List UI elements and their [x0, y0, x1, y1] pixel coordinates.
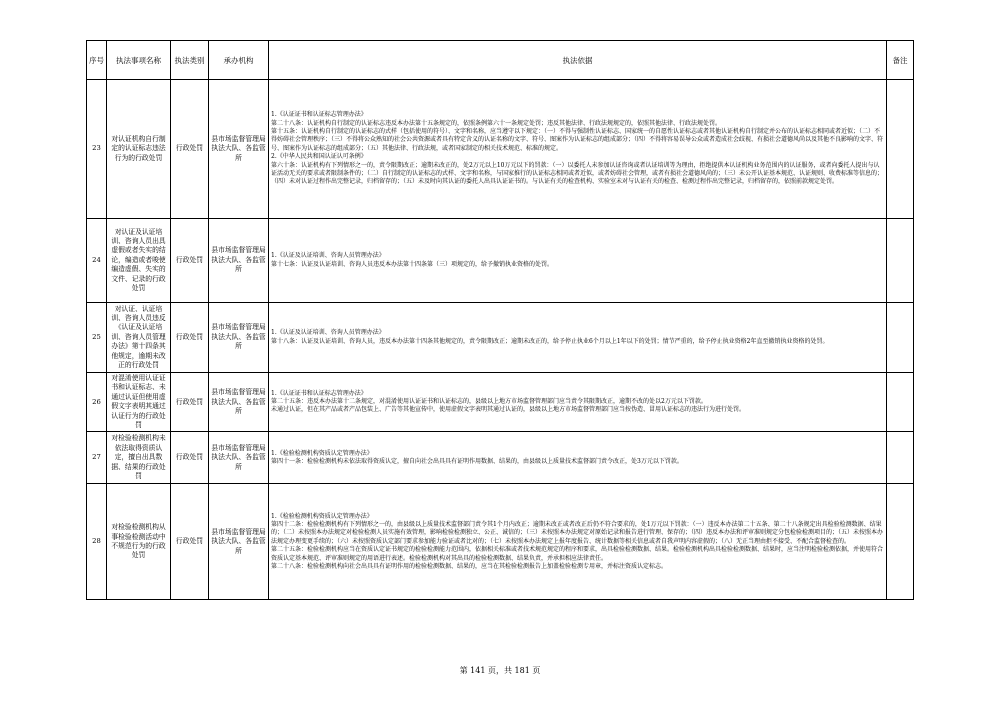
row-remark — [887, 219, 914, 303]
basis-paragraph: 1.《认证证书和认证标志管理办法》 — [271, 389, 367, 397]
row-category: 行政处罚 — [171, 432, 209, 484]
row-agency: 县市场监督管理局执法大队、各监管所 — [209, 373, 269, 432]
row-seq: 24 — [87, 219, 107, 303]
basis-paragraph: 2.《中华人民共和国认证认可条例》 — [271, 153, 367, 161]
row-seq: 25 — [87, 303, 107, 373]
row-basis — [269, 303, 887, 373]
row-agency: 县市场监督管理局执法大队、各监管所 — [209, 484, 269, 600]
page-footer: 第 141 页，共 181 页 — [459, 666, 541, 675]
header-basis: 执法依据 — [269, 41, 887, 80]
row-seq: 27 — [87, 432, 107, 484]
row-category: 行政处罚 — [171, 219, 209, 303]
row-basis — [269, 373, 887, 432]
basis-paragraph: 第十五条：认证机构自行制定的认证标志的式样（包括使用的符号）、文字和名称，应当遵守以下规定：（一）不得与强制性认证标志、国家统一的自愿性认证标志或者其他认证机构自行制定并公布的认证标志相同或者近似；（二）不得妨碍社会管理秩序；（三）不得将公众熟知的社会公共资源或者具有特定含义的认证名称的文字、符号、图案作为认证标志的组成部分；（四）不得将容易误导公众或者造成社会歧视、有损社会道德风尚以及其他不良影响的文字、符号、图案作为认证标志的组成部分；（五）其他法律、行政法规，或者国家制定的相关技术规范、标准的规定。 — [271, 127, 884, 152]
row-agency: 县市场监督管理局执法大队、各监管所 — [209, 303, 269, 373]
row-basis — [269, 484, 887, 600]
table-row — [87, 484, 914, 600]
header-category: 执法类别 — [171, 41, 209, 80]
row-name: 对检验检测机构从事检验检测活动中不规范行为的行政处罚 — [107, 484, 171, 600]
table-row — [87, 373, 914, 432]
row-name: 对混淆使用认证证书和认证标志、未通过认证但使用虚假文字表明其通过认证行为的行政处罚 — [107, 373, 171, 432]
row-name: 对认证、认证培训、咨询人员违反《认证及认证培训、咨询人员管理办法》第十四条其他规定，逾期未改正的行政处罚 — [107, 303, 171, 373]
row-name: 对认证及认证培训、咨询人员出具虚假或者失实的结论，编造或者唆使编造虚假、失实的文件、记录的行政处罚 — [107, 219, 171, 303]
basis-paragraph: 第六十条：认证机构有下列情形之一的，责令限期改正；逾期未改正的，处2万元以上10万元以下的罚款：（一）以委托人未参加认证咨询或者认证培训等为理由，拒绝提供本认证机构业务范围内的认证服务，或者向委托人提出与认证活动无关的要求或者限制条件的；（二）自行制定的认证标志的式样、文字和名称，与国家推行的认证标志相同或者近似，或者妨碍社会管理，或者有损社会道德风尚的；（三）未公开认证基本规范、认证规则、收费标准等信息的；（四）未对认证过程作出完整记录，归档留存的；（五）未及时向其认证的委托人出具认证证书的。与认证有关的检查机构、实验室未对与认证有关的检查、检测过程作出完整记录，归档留存的，依照前款规定处罚。 — [271, 161, 884, 186]
header-agency: 承办机构 — [209, 41, 269, 80]
basis-paragraph: 第二十五条：检验检测机构应当在资质认定证书规定的检验检测能力范围内，依据相关标准或者技术规范规定的程序和要求，出具检验检测数据、结果。检验检测机构出具检验检测数据、结果时，应当注明检验检测依据，并使用符合资质认定基本规范、评审准则规定的用语进行表述。检验检测机构对其出具的检验检测数据、结果负责，并承担相应法律责任。 — [271, 546, 884, 562]
table-row — [87, 432, 914, 484]
basis-paragraph: 1.《认证及认证培训、咨询人员管理办法》 — [271, 329, 385, 337]
enforcement-table — [86, 40, 914, 600]
row-remark — [887, 80, 914, 219]
table-row — [87, 219, 914, 303]
row-seq: 23 — [87, 80, 107, 219]
row-seq: 28 — [87, 484, 107, 600]
basis-paragraph: 第二十八条：检验检测机构向社会出具具有证明作用的检验检测数据、结果的，应当在其检验检测报告上加盖检验检测专用章，并标注资质认定标志。 — [271, 562, 668, 570]
row-remark — [887, 373, 914, 432]
row-agency: 县市场监督管理局执法大队、各监管所 — [209, 219, 269, 303]
row-remark — [887, 303, 914, 373]
header-remark: 备注 — [887, 41, 914, 80]
row-category: 行政处罚 — [171, 373, 209, 432]
row-agency: 县市场监督管理局执法大队、各监管所 — [209, 432, 269, 484]
row-remark — [887, 484, 914, 600]
header-name: 执法事项名称 — [107, 41, 171, 80]
header-seq: 序号 — [87, 41, 107, 80]
row-basis — [269, 432, 887, 484]
basis-paragraph: 第二十八条：认证机构自行制定的认证标志违反本办法第十五条规定的，依照条例第六十一条规定处罚；违反其他法律、行政法规规定的，依照其他法律、行政法规处罚。 — [271, 119, 722, 127]
row-category: 行政处罚 — [171, 303, 209, 373]
table-row — [87, 80, 914, 219]
basis-paragraph: 第四十二条：检验检测机构有下列情形之一的，由县级以上质量技术监督部门责令其1个月内改正；逾期未改正或者改正后仍不符合要求的，处1万元以下罚款：（一）违反本办法第二十五条、第二十八条规定出具检验检测数据、结果的；（二）未按照本办法规定对检验检测人员实施有效管理，影响检验检测独立、公正、诚信的；（三）未按照本办法规定对原始记录和报告进行管理、保存的；（四）违反本办法和评审准则规定分包检验检测项目的；（五）未按照本办法规定办理变更手续的；（六）未按照资质认定部门要求参加能力验证或者比对的；（七）未按照本办法规定上报年度报告、统计数据等相关信息或者自我声明内容虚假的；（八）无正当理由拒不接受、不配合监督检查的。 — [271, 520, 884, 545]
basis-paragraph: 第二十五条：违反本办法第十二条规定，对混淆使用认证证书和认证标志的，县级以上地方市场监督管理部门应当责令其限期改正，逾期不改的处以2万元以下罚款。 — [271, 398, 707, 406]
basis-paragraph: 1.《检验检测机构资质认定管理办法》 — [271, 449, 373, 457]
basis-paragraph: 1.《认证及认证培训、咨询人员管理办法》 — [271, 252, 385, 260]
basis-paragraph: 第十七条：认证及认证培训、咨询人员违反本办法第十四条第（三）项规定的，给予撤销执业资格的处罚。 — [271, 260, 554, 268]
basis-paragraph: 第四十一条：检验检测机构未依法取得资质认定，擅自向社会出具具有证明作用数据、结果的，由县级以上质量技术监督部门责令改正，处3万元以下罚款。 — [271, 457, 683, 465]
row-basis — [269, 219, 887, 303]
row-agency: 县市场监督管理局执法大队、各监管所 — [209, 80, 269, 219]
row-category: 行政处罚 — [171, 484, 209, 600]
table-row — [87, 303, 914, 373]
basis-paragraph: 未通过认证，但在其产品或者产品包装上、广告等其他宣传中，使用虚假文字表明其通过认证的，县级以上地方市场监督管理部门应当按伪造、冒用认证标志的违法行为进行处罚。 — [271, 406, 746, 414]
row-remark — [887, 432, 914, 484]
row-category: 行政处罚 — [171, 80, 209, 219]
basis-paragraph: 第十八条：认证及认证培训、咨询人员，违反本办法第十四条其他规定的，责令限期改正；逾期未改正的，给予停止执业6个月以上1年以下的处罚；情节严重的，给予停止执业资格2年直至撤销执业资格的处罚。 — [271, 337, 829, 345]
row-seq: 26 — [87, 373, 107, 432]
row-name: 对检验检测机构未依法取得资质认定，擅自出具数据、结果的行政处罚 — [107, 432, 171, 484]
basis-paragraph: 1.《检验检测机构资质认定管理办法》 — [271, 512, 373, 520]
row-basis — [269, 80, 887, 219]
header-row — [87, 41, 914, 80]
basis-paragraph: 1.《认证证书和认证标志管理办法》 — [271, 111, 367, 119]
row-name: 对认证机构自行制定的认证标志违法行为的行政处罚 — [107, 80, 171, 219]
